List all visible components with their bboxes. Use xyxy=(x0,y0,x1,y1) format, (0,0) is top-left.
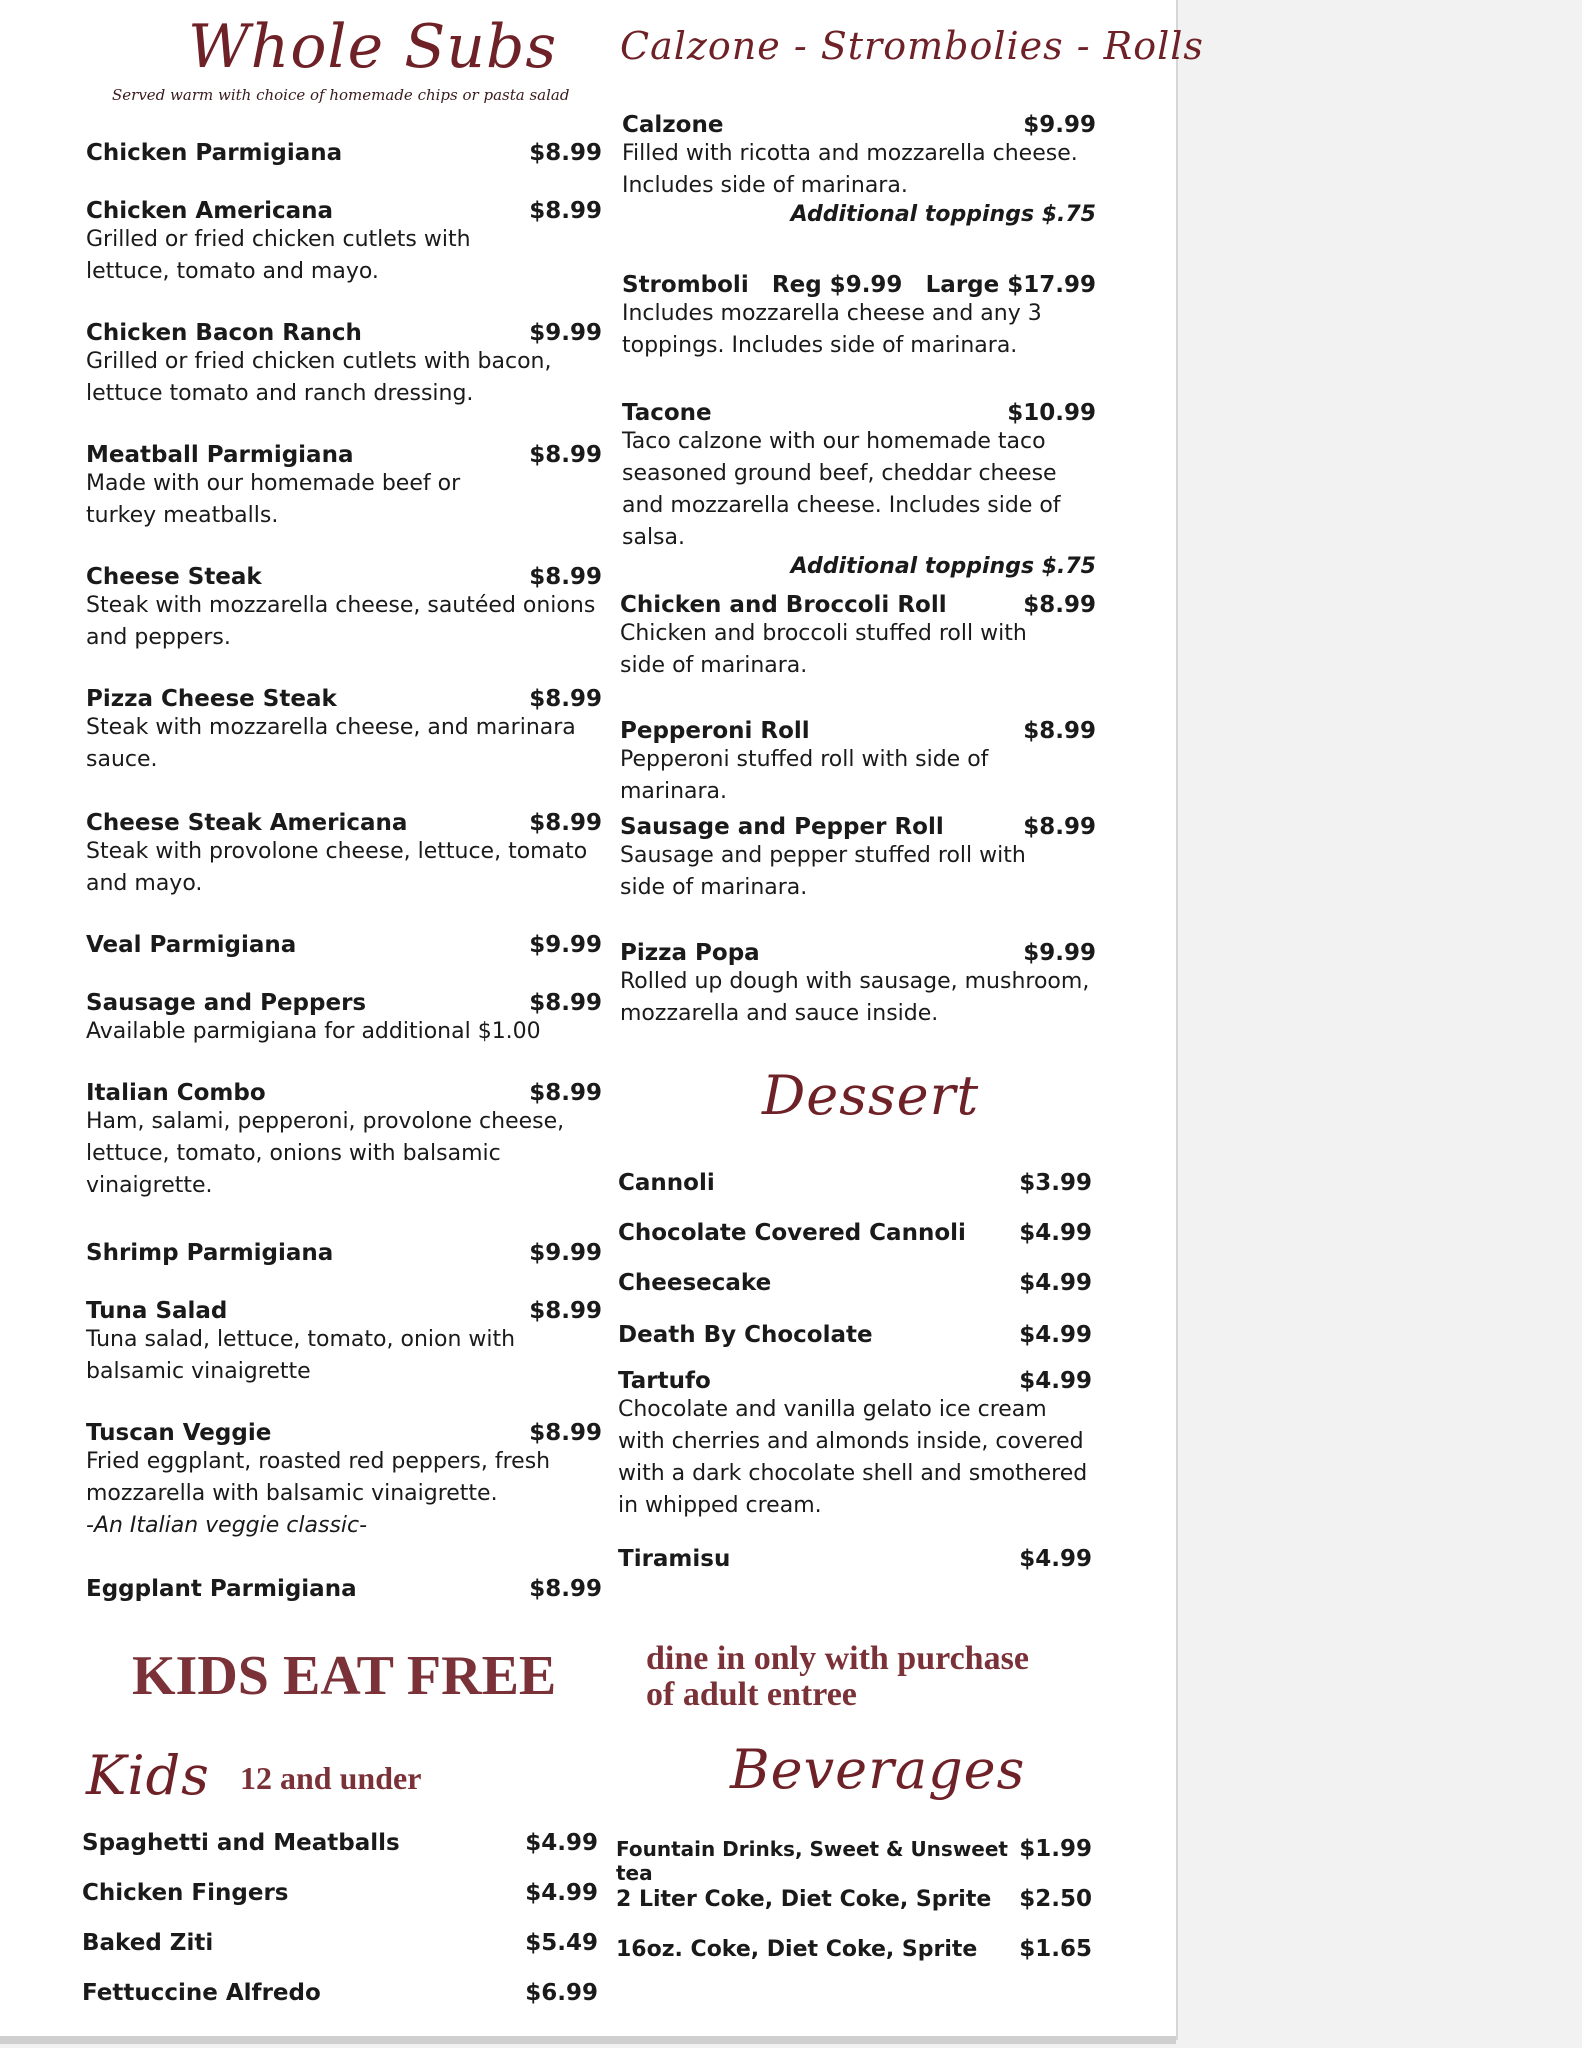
list-item xyxy=(86,442,602,532)
table-row xyxy=(82,1930,598,1956)
kids-age-note: 12 and under xyxy=(240,1760,422,1796)
item-name: Eggplant Parmigiana xyxy=(86,1576,357,1602)
item-price: $8.99 xyxy=(1023,592,1096,618)
kids-eat-free-headline: KIDS EAT FREE xyxy=(132,1645,557,1707)
list-item xyxy=(620,814,1096,904)
item-description: Includes mozzarella cheese and any 3 toppings. Includes side of marinara. xyxy=(622,301,1042,358)
item-price: $6.99 xyxy=(525,1980,598,2006)
item-name: Chicken Bacon Ranch xyxy=(86,320,362,346)
item-price: $8.99 xyxy=(529,140,602,166)
item-name: Veal Parmigiana xyxy=(86,932,297,958)
item-price: $9.99 xyxy=(1023,940,1096,966)
item-name: Sausage and Pepper Roll xyxy=(620,814,944,840)
item-price: $8.99 xyxy=(529,564,602,590)
item-price: $4.99 xyxy=(1019,1220,1092,1246)
list-item xyxy=(618,1220,1092,1246)
item-name: Spaghetti and Meatballs xyxy=(82,1830,400,1856)
item-price-regular: Reg $9.99 xyxy=(771,272,903,298)
item-name: Tacone xyxy=(622,400,712,426)
item-description: Made with our homemade beef or turkey meatballs. xyxy=(86,471,461,528)
item-description: Filled with ricotta and mozzarella cheese. Includes side of marinara. xyxy=(622,141,1078,198)
list-item xyxy=(86,810,602,900)
item-description: Steak with mozzarella cheese, sautéed onions and peppers. xyxy=(86,593,596,650)
item-name: Tuscan Veggie xyxy=(86,1420,272,1446)
item-name: Stromboli xyxy=(622,272,749,298)
item-name: Chicken and Broccoli Roll xyxy=(620,592,947,618)
item-name: Shrimp Parmigiana xyxy=(86,1240,334,1266)
list-item xyxy=(620,718,1096,808)
item-name: Cheese Steak xyxy=(86,564,262,590)
item-price: $8.99 xyxy=(529,1080,602,1106)
item-description: Steak with mozzarella cheese, and marinara sauce. xyxy=(86,715,576,772)
item-price: $8.99 xyxy=(529,442,602,468)
item-name: Cheese Steak Americana xyxy=(86,810,408,836)
item-price: $4.99 xyxy=(1019,1270,1092,1296)
item-price: $1.65 xyxy=(1019,1936,1092,1962)
whole-subs-subtitle: Served warm with choice of homemade chips or pasta salad xyxy=(112,86,570,104)
item-name: Death By Chocolate xyxy=(618,1322,873,1348)
list-item xyxy=(618,1368,1092,1522)
list-item xyxy=(86,1576,602,1602)
list-item xyxy=(618,1322,1092,1348)
list-item xyxy=(622,400,1096,579)
item-name: Chicken Americana xyxy=(86,198,334,224)
item-name: Baked Ziti xyxy=(82,1930,214,1956)
list-item xyxy=(618,1170,1092,1196)
promo-line-2: of adult entree xyxy=(646,1676,857,1713)
item-name: 16oz. Coke, Diet Coke, Sprite xyxy=(616,1937,978,1962)
item-price: $8.99 xyxy=(529,1576,602,1602)
item-price: $8.99 xyxy=(1023,814,1096,840)
item-description: Steak with provolone cheese, lettuce, tomato and mayo. xyxy=(86,839,588,896)
item-description: Rolled up dough with sausage, mushroom, mozzarella and sauce inside. xyxy=(620,969,1090,1026)
list-item xyxy=(86,686,602,776)
item-description: Grilled or fried chicken cutlets with bacon, lettuce tomato and ranch dressing. xyxy=(86,349,552,406)
item-price: $9.99 xyxy=(1023,112,1096,138)
table-row xyxy=(616,1886,1092,1912)
item-name: Chicken Parmigiana xyxy=(86,140,343,166)
item-name: Fountain Drinks, Sweet & Unsweet tea xyxy=(616,1837,1008,1885)
item-price: $4.99 xyxy=(1019,1368,1092,1394)
list-item xyxy=(86,1298,602,1388)
addon-note: Additional toppings $.75 xyxy=(790,554,1096,579)
list-item xyxy=(618,1546,1092,1572)
item-name: Calzone xyxy=(622,112,724,138)
table-row xyxy=(616,1836,1092,1885)
item-price: $4.99 xyxy=(1019,1322,1092,1348)
item-price: $5.49 xyxy=(525,1930,598,1956)
item-description: Pepperoni stuffed roll with side of marinara. xyxy=(620,747,989,804)
item-price: $10.99 xyxy=(1007,400,1096,426)
item-name: 2 Liter Coke, Diet Coke, Sprite xyxy=(616,1887,992,1912)
item-name: Fettuccine Alfredo xyxy=(82,1980,321,2006)
table-row xyxy=(82,1880,598,1906)
item-price: $9.99 xyxy=(529,320,602,346)
item-name: Pizza Popa xyxy=(620,940,760,966)
item-description: Available parmigiana for additional $1.00 xyxy=(86,1019,541,1044)
beverages-title: Beverages xyxy=(730,1738,1026,1801)
table-row xyxy=(82,1830,598,1856)
list-item xyxy=(86,1420,602,1542)
item-description: Ham, salami, pepperoni, provolone cheese, lettuce, tomato, onions with balsamic vinaigrette. xyxy=(86,1109,565,1198)
item-description: Grilled or fried chicken cutlets with lettuce, tomato and mayo. xyxy=(86,227,471,284)
page-bottom-edge xyxy=(0,2036,1176,2044)
item-name: Cheesecake xyxy=(618,1270,772,1296)
item-price: $8.99 xyxy=(529,1420,602,1446)
list-item xyxy=(622,112,1096,227)
item-name: Pizza Cheese Steak xyxy=(86,686,337,712)
item-price: $8.99 xyxy=(529,1298,602,1324)
whole-subs-title: Whole Subs xyxy=(188,12,558,82)
item-description: Chocolate and vanilla gelato ice cream with cherries and almonds inside, covered with a dark chocolate shell and smothered in whipped cream. xyxy=(618,1397,1088,1518)
table-row xyxy=(82,1980,598,2006)
item-price: $8.99 xyxy=(529,990,602,1016)
item-price: $8.99 xyxy=(529,198,602,224)
item-price: $2.50 xyxy=(1019,1886,1092,1912)
item-description: Chicken and broccoli stuffed roll with side of marinara. xyxy=(620,621,1027,678)
item-price: $8.99 xyxy=(529,810,602,836)
list-item xyxy=(86,140,602,166)
list-item xyxy=(620,940,1096,1030)
item-description: Taco calzone with our homemade taco seasoned ground beef, cheddar cheese and mozzarella cheese. Includes side of salsa. xyxy=(622,429,1061,550)
item-name: Chicken Fingers xyxy=(82,1880,289,1906)
item-name: Italian Combo xyxy=(86,1080,266,1106)
item-name: Tuna Salad xyxy=(86,1298,228,1324)
list-item xyxy=(86,1240,602,1266)
list-item xyxy=(86,320,602,410)
list-item xyxy=(86,990,602,1048)
item-price: $9.99 xyxy=(529,1240,602,1266)
item-price: $8.99 xyxy=(1023,718,1096,744)
item-name: Cannoli xyxy=(618,1170,715,1196)
item-price: $8.99 xyxy=(529,686,602,712)
item-name: Sausage and Peppers xyxy=(86,990,367,1016)
item-description: Fried eggplant, roasted red peppers, fresh mozzarella with balsamic vinaigrette. xyxy=(86,1449,551,1506)
dessert-title: Dessert xyxy=(762,1064,980,1127)
item-description: Sausage and pepper stuffed roll with side of marinara. xyxy=(620,843,1026,900)
list-item xyxy=(618,1270,1092,1296)
promo-line-1: dine in only with purchase xyxy=(646,1640,1029,1677)
item-price: $4.99 xyxy=(525,1830,598,1856)
item-description: Tuna salad, lettuce, tomato, onion with balsamic vinaigrette xyxy=(86,1327,516,1384)
item-price-large: Large $17.99 xyxy=(925,272,1096,298)
item-price: $1.99 xyxy=(1019,1836,1092,1862)
item-name: Tiramisu xyxy=(618,1546,731,1572)
item-price: $4.99 xyxy=(1019,1546,1092,1572)
item-price: $9.99 xyxy=(529,932,602,958)
kids-title: Kids xyxy=(86,1744,210,1807)
list-item xyxy=(620,592,1096,682)
list-item xyxy=(86,932,602,958)
list-item xyxy=(86,1080,602,1202)
table-row xyxy=(616,1936,1092,1962)
list-item xyxy=(86,198,602,288)
list-item xyxy=(86,564,602,654)
addon-note: Additional toppings $.75 xyxy=(790,202,1096,227)
item-price: $3.99 xyxy=(1019,1170,1092,1196)
item-name: Meatball Parmigiana xyxy=(86,442,354,468)
item-name: Tartufo xyxy=(618,1368,711,1394)
item-name: Pepperoni Roll xyxy=(620,718,810,744)
item-price: $4.99 xyxy=(525,1880,598,1906)
calzone-title: Calzone - Strombolies - Rolls xyxy=(620,24,1204,68)
item-note: -An Italian veggie classic- xyxy=(86,1513,368,1538)
list-item xyxy=(622,272,1096,362)
item-name: Chocolate Covered Cannoli xyxy=(618,1220,966,1246)
